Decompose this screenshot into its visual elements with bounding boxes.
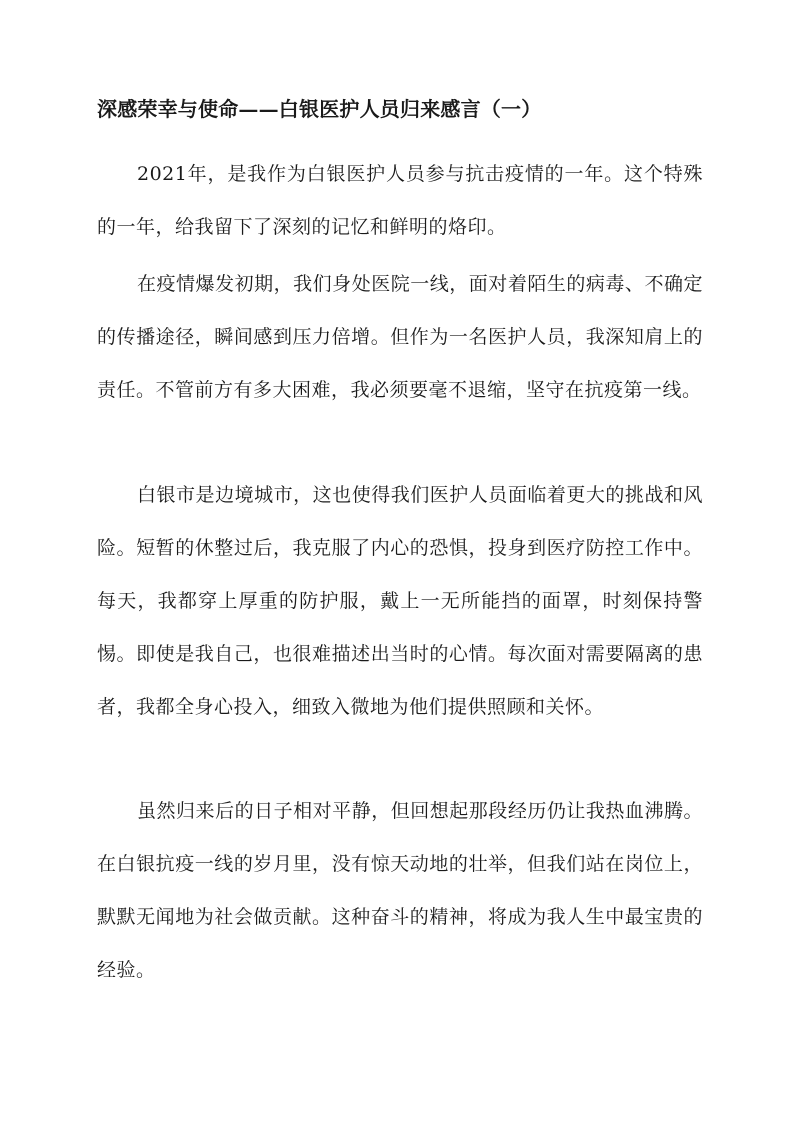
paragraph: 白银市是边境城市，这也使得我们医护人员面临着更大的挑战和风险。短暂的休整过后，我克服了内心的恐惧，投身到医疗防控工作中。每天，我都穿上厚重的防护服，戴上一无所能挡的面罩，时刻保持警惕。即使是我自己，也很难描述出当时的心情。每次面对需要隔离的患者，我都全身心投入，细致入微地为他们提供照顾和关怀。 [97, 484, 703, 718]
paragraph: 在疫情爆发初期，我们身处医院一线，面对着陌生的病毒、不确定的传播途径，瞬间感到压力倍增。但作为一名医护人员，我深知肩上的责任。不管前方有多大困难，我必须要毫不退缩，坚守在抗疫第一线。 [97, 273, 703, 401]
document-title: 深感荣幸与使命——白银医护人员归来感言（一） [97, 97, 542, 121]
paragraph: 虽然归来后的日子相对平静，但回想起那段经历仍让我热血沸腾。在白银抗疫一线的岁月里，没有惊天动地的壮举，但我们站在岗位上，默默无闻地为社会做贡献。这种奋斗的精神，将成为我人生中最宝贵的经验。 [97, 800, 703, 981]
paragraph: 2021年，是我作为白银医护人员参与抗击疫情的一年。这个特殊的一年，给我留下了深刻的记忆和鲜明的烙印。 [97, 163, 703, 238]
